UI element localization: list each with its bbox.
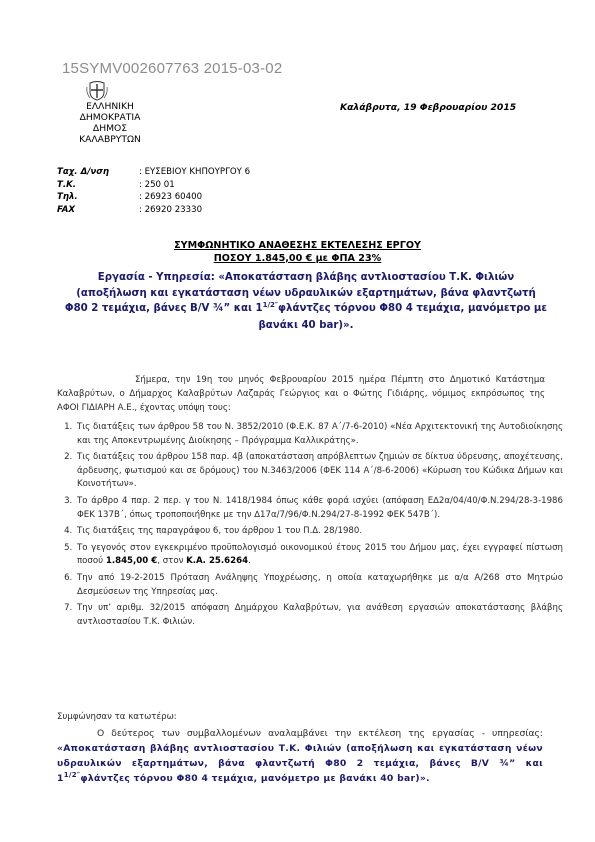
- contact-row-fax: [57, 204, 250, 217]
- budget-text-a: Το γεγονός στον εγκεκριμένο προϋπολογισμό οικονομικού έτους 2015 του Δήμου μας, έχει εγγραφεί πίστωση ποσού: [77, 542, 563, 567]
- organization-header: [62, 101, 158, 145]
- budget-code: Κ.Α. 25.6264: [186, 556, 249, 567]
- final-paragraph: [57, 726, 543, 787]
- contact-key: Τηλ.: [57, 192, 78, 203]
- final-bold-b: φλάντζες τόρνου Φ80 4 τεμάχια, μανόμετρο με βανάκι 40 bar)».: [80, 773, 430, 784]
- contact-key: FAX: [57, 205, 76, 216]
- list-item: 4. Τις διατάξεις της παραγράφου 6, του άρθρου 1 του Π.Δ. 28/1980.: [75, 525, 563, 539]
- place-date: Καλάβρυτα, 19 Φεβρουαρίου 2015: [340, 102, 517, 113]
- list-item: 1. Τις διατάξεις των άρθρου 58 του Ν. 3852/2010 (Φ.Ε.Κ. 87 Α΄/7-6-2010) «Νέα Αρχιτεκτονική της Αυτοδιοίκησης και της Αποκεντρωμένης Διοίκησης – Πρόγραμμα Καλλικράτης».: [75, 421, 563, 448]
- contact-value: : 26920 23330: [139, 205, 203, 216]
- contact-row-phone: [57, 191, 250, 204]
- final-superscript: 1/2″: [63, 771, 81, 779]
- intro-paragraph: Σήμερα, την 19η του μηνός Φεβρουαρίου 2015 ημέρα Πέμπτη στο Δημοτικό Κατάστημα Καλαβρύτων, ο Δήμαρχος Καλαβρύτων Λαζαράς Γεώργιος και ο Φώτης Γιδιάρης, νόμιμος εκπρόσωπος της ΑΦΟΙ ΓΙΔΙΑΡΗ Α.Ε., έχοντας υπόψη τους:: [57, 375, 545, 413]
- list-item: 2. Τις διατάξεις του άρθρου 158 παρ. 4β (αποκατάσταση απρόβλεπτων ζημιών σε δίκτυα ύδρευσης, αποχέτευσης, άρδευσης, φωτισμού και σε δρόμους) του Ν.3463/2006 (ΦΕΚ 114 Α΄/8-6-2006) «Κύρωση του Κώδικα Δήμων και Κοινοτήτων».: [75, 451, 563, 492]
- contact-row-postcode: [57, 179, 250, 192]
- document-title: [0, 240, 595, 265]
- work-text-a: «Αποκατάσταση βλάβης αντλιοστασίου Τ.Κ. Φιλιών (αποξήλωση και εγκατάσταση νέων υδραυλικών εξαρτημάτων, βάνα φλαντζωτή Φ80 2 τεμάχια, βάνες Β/V ¾” και 1: [64, 272, 536, 314]
- budget-text-c: .: [248, 556, 251, 567]
- contact-value: : 26923 60400: [139, 192, 203, 203]
- document-id-stamp: 15SYMV002607763 2015-03-02: [62, 60, 283, 77]
- final-text-a: Ο δεύτερος των συμβαλλομένων αναλαμβάνει την εκτέλεση της εργασίας - υπηρεσίας:: [97, 728, 543, 739]
- list-item: 7. Την υπ’ αριθμ. 32/2015 απόφαση Δημάρχου Καλαβρύτων, για ανάθεση εργασιών αποκατάστασης βλάβης αντλιοστασίου Τ.Κ. Φιλιών.: [75, 602, 563, 629]
- list-item: [75, 542, 563, 569]
- contact-details: [57, 166, 250, 217]
- contact-key: Τ.Κ.: [57, 179, 77, 190]
- title-line-amount: ΠΟΣΟΥ 1.845,00 € με ΦΠΑ 23%: [213, 252, 382, 264]
- work-superscript: 1/2″: [262, 301, 279, 309]
- work-label: Εργασία - Υπηρεσία:: [97, 272, 215, 283]
- list-item: 3. Το άρθρο 4 παρ. 2 περ. γ του Ν. 1418/1984 όπως κάθε φορά ισχύει (απόφαση Ε∆2α/04/40/Φ.Ν.294/28-3-1986 ΦΕΚ 137Β΄, όπως τροποποιήθηκε με την ∆17α/7/96/Φ.Ν.294/27-8-1992 ΦΕΚ 547Β΄).: [75, 495, 563, 522]
- work-text-b: φλάντζες τόρνου Φ80 4 τεμάχια, μανόμετρο με βανάκι 40 bar)».: [258, 303, 548, 331]
- contact-row-address: [57, 166, 250, 179]
- work-description: [64, 270, 548, 333]
- greek-coat-of-arms-icon: [86, 81, 108, 101]
- contact-value: : ΕΥΣΕΒΙΟΥ ΚΗΠΟΥΡΓΟΥ 6: [139, 167, 251, 177]
- considerations-list: [57, 421, 563, 632]
- list-item: 6. Την από 19-2-2015 Πρόταση Ανάληψης Υποχρέωσης, η οποία καταχωρήθηκε με α/α Α/268 στο Μητρώο Δεσμεύσεων της Υπηρεσίας μας.: [75, 572, 563, 599]
- title-line-agreement: ΣΥΜΦΩΝΗΤΙΚΟ ΑΝΑΘΕΣΗΣ ΕΚΤΕΛΕΣΗΣ ΕΡΓΟΥ: [174, 240, 421, 251]
- final-bold-a: «Αποκατάσταση βλάβης αντλιοστασίου Τ.Κ. Φιλιών (αποξήλωση και εγκατάσταση νέων υδραυλικών εξαρτημάτων, βάνα φλαντζωτή Φ80 2 τεμάχια, βάνες Β/V ¾” και 1: [57, 743, 543, 784]
- contact-value: : 250 01: [139, 179, 175, 190]
- budget-text-b: , στον: [157, 556, 187, 567]
- budget-amount: 1.845,00 €: [105, 556, 158, 567]
- contact-key: Ταχ. Δ/νση: [57, 167, 110, 177]
- org-line-republic: ΕΛΛΗΝΙΚΗ ΔΗΜΟΚΡΑΤΙΑ: [79, 101, 141, 123]
- agreed-heading: Συμφώνησαν τα κατωτέρω:: [57, 712, 177, 722]
- org-line-municipality: ΔΗΜΟΣ ΚΑΛΑΒΡΥΤΩΝ: [79, 123, 141, 145]
